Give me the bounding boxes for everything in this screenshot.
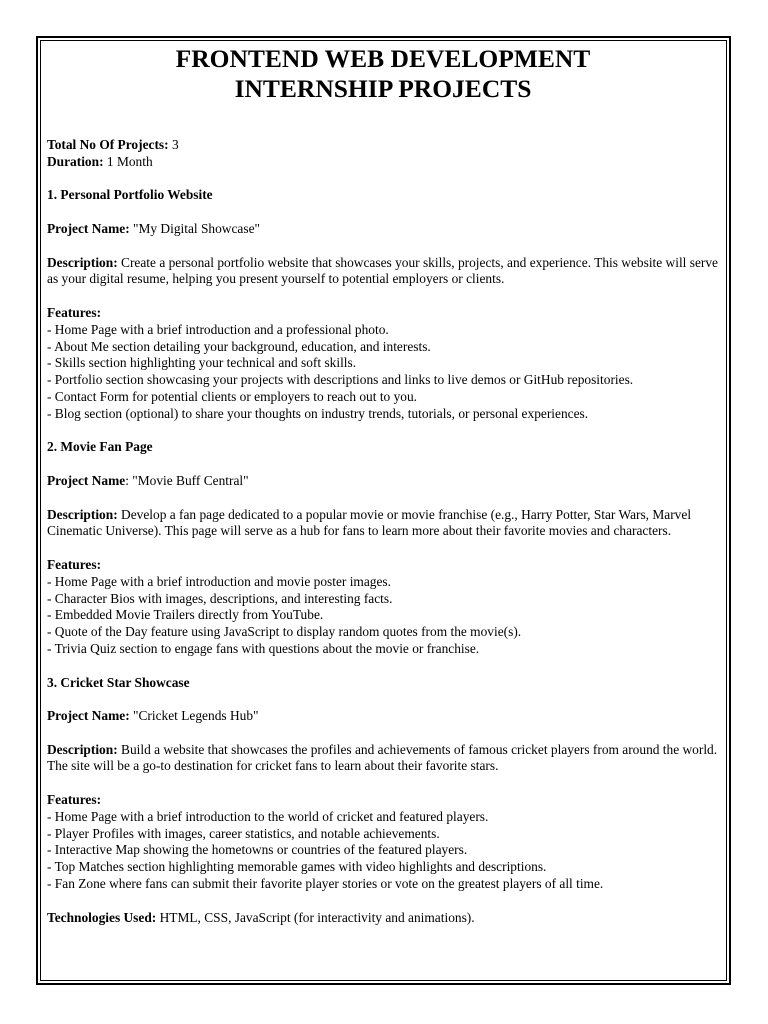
feature-item: - Character Bios with images, descriptions, and interesting facts.	[47, 590, 393, 606]
document-title	[39, 44, 727, 104]
description-label: Description:	[47, 254, 118, 270]
project-name-label: Project Name:	[47, 220, 130, 236]
features-list	[47, 574, 727, 658]
feature-item: - Trivia Quiz section to engage fans with questions about the movie or franchise.	[47, 640, 480, 656]
project-name-value: "Cricket Legends Hub"	[133, 708, 259, 724]
total-projects-value: 3	[171, 137, 179, 152]
description-label: Description:	[47, 741, 118, 757]
project-heading: 2. Movie Fan Page	[47, 439, 153, 455]
description-text: Develop a fan page dedicated to a popular movie or movie franchise (e.g., Harry Potter, Star Wars, Marvel Cinematic Universe). This page will serve as a hub for fans to learn more about their favorite movies and characters.	[47, 506, 692, 539]
feature-item: - Embedded Movie Trailers directly from YouTube.	[47, 607, 324, 623]
title-line-2: INTERNSHIP PROJECTS	[234, 74, 532, 103]
feature-item: - Skills section highlighting your technical and soft skills.	[47, 355, 357, 371]
project-heading: 3. Cricket Star Showcase	[47, 674, 190, 690]
project-description	[47, 507, 725, 541]
features-label: Features:	[47, 304, 102, 320]
description-text: Create a personal portfolio website that showcases your skills, projects, and experience. This website will serve as your digital resume, helping you present yourself to potential employers or clients.	[47, 254, 718, 287]
feature-item: - Blog section (optional) to share your thoughts on industry trends, tutorials, or personal experiences.	[47, 405, 589, 421]
project-section	[47, 675, 727, 893]
duration-label: Duration:	[47, 153, 104, 169]
feature-item: - Interactive Map showing the hometowns or countries of the featured players.	[47, 842, 468, 858]
technologies-used	[47, 910, 727, 927]
project-section	[47, 187, 727, 422]
project-section	[47, 439, 727, 657]
feature-item: - Home Page with a brief introduction to the world of cricket and featured players.	[47, 808, 489, 824]
features-list	[47, 809, 727, 893]
project-name-value: : "Movie Buff Central"	[125, 472, 249, 488]
feature-item: - Quote of the Day feature using JavaScript to display random quotes from the movie(s).	[47, 624, 522, 640]
feature-item: - Contact Form for potential clients or employers to reach out to you.	[47, 388, 418, 404]
duration	[47, 154, 727, 171]
feature-item: - Portfolio section showcasing your projects with descriptions and links to live demos or GitHub repositories.	[47, 372, 634, 388]
feature-item: - Home Page with a brief introduction and movie poster images.	[47, 573, 391, 589]
features-label: Features:	[47, 792, 102, 808]
technologies-value: HTML, CSS, JavaScript (for interactivity and animations).	[159, 909, 475, 925]
project-name-label: Project Name	[47, 472, 126, 488]
feature-item: - Home Page with a brief introduction and a professional photo.	[47, 321, 389, 337]
title-line-1: FRONTEND WEB DEVELOPMENT	[175, 44, 591, 73]
total-projects-label: Total No Of Projects:	[47, 137, 169, 152]
project-name-value: "My Digital Showcase"	[133, 220, 260, 236]
technologies-label: Technologies Used:	[47, 909, 157, 925]
description-label: Description:	[47, 506, 118, 522]
project-name-label: Project Name:	[47, 708, 130, 724]
project-name	[47, 473, 727, 490]
description-text: Build a website that showcases the profiles and achievements of famous cricket players from around the world. The site will be a go-to destination for cricket fans to learn about their favorite stars.	[47, 741, 718, 774]
project-description	[47, 255, 725, 289]
feature-item: - Top Matches section highlighting memorable games with video highlights and descriptions.	[47, 859, 547, 875]
feature-item: - About Me section detailing your background, education, and interests.	[47, 338, 431, 354]
feature-item: - Fan Zone where fans can submit their favorite player stories or vote on the greatest players of all time.	[47, 876, 604, 892]
document-body	[47, 44, 727, 926]
project-heading: 1. Personal Portfolio Website	[47, 187, 213, 203]
total-projects	[47, 137, 727, 154]
project-description	[47, 742, 725, 776]
features-label: Features:	[47, 556, 102, 572]
project-name	[47, 708, 727, 725]
project-name	[47, 221, 727, 238]
feature-item: - Player Profiles with images, career statistics, and notable achievements.	[47, 825, 440, 841]
duration-value: 1 Month	[106, 153, 153, 169]
features-list	[47, 322, 727, 423]
